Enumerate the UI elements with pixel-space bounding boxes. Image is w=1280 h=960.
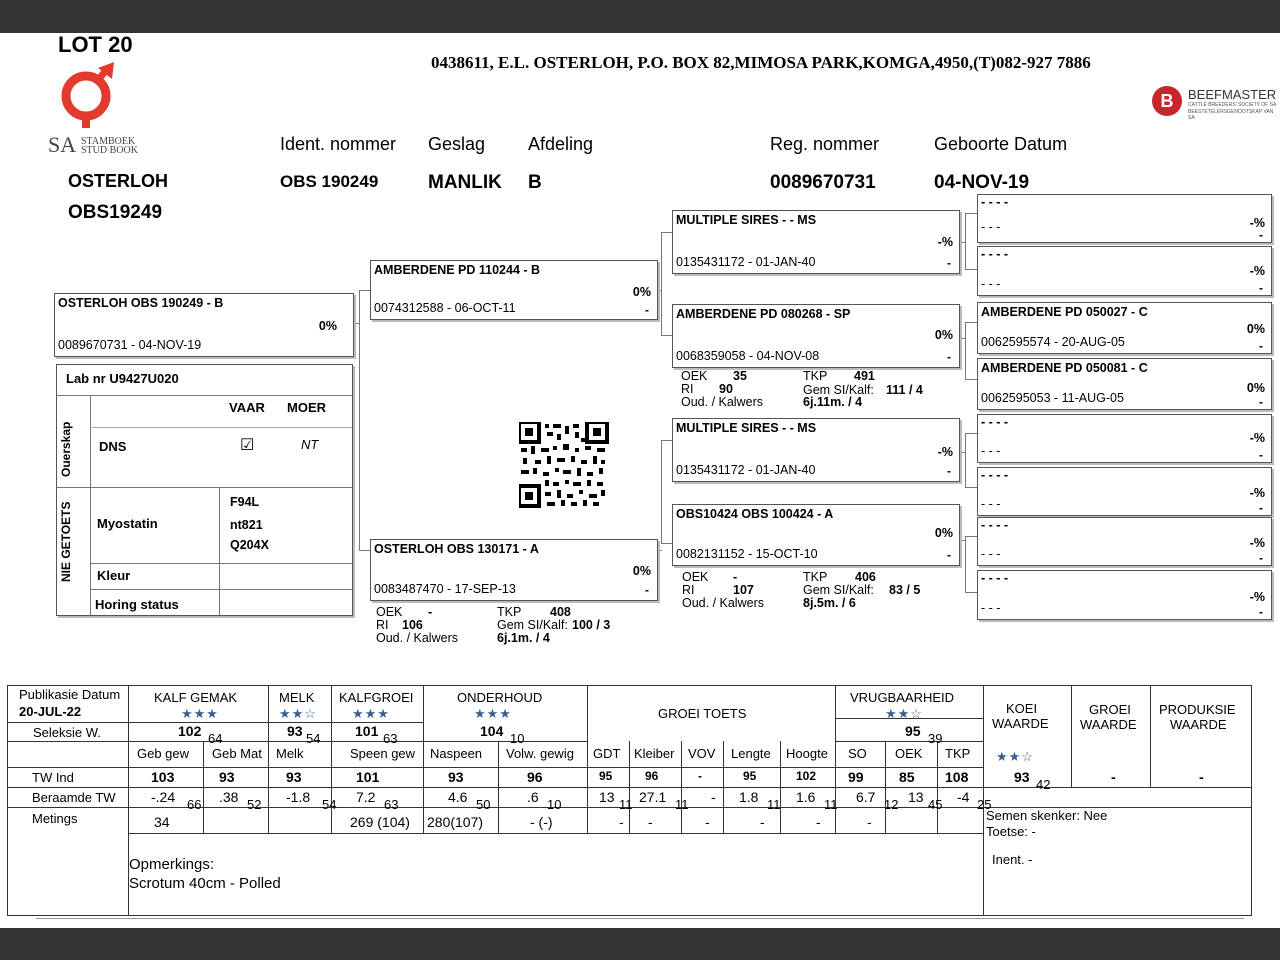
pedigree-sire: AMBERDENE PD 110244 - B 0% - 0074312588 - 06-OCT-11 <box>370 260 658 320</box>
onderhoud-stars: ★★★ <box>474 706 512 721</box>
beraamde-tw-value: -4 <box>957 789 970 805</box>
remarks-text: Scrotum 40cm - Polled <box>129 875 281 892</box>
melk-stars: ★★☆ <box>279 706 317 721</box>
dam-dam-stats: OEK - TKP 406 RI 107 Gem SI/Kalf: 83 / 5 Oud. / Kalwers 8j.5m. / 6 <box>682 570 921 610</box>
beraamde-tw-value: .6 <box>527 789 539 805</box>
beraamde-tw-accuracy: 54 <box>322 797 337 812</box>
pedigree-sire-dam: AMBERDENE PD 080268 - SP 0% - 0068359058 - 04-NOV-08 <box>672 304 960 368</box>
top-bar <box>0 0 1280 33</box>
beraamde-tw-accuracy: 11 <box>619 797 633 812</box>
metings-value: 34 <box>154 814 170 830</box>
beraamde-tw-accuracy: 12 <box>884 797 899 812</box>
beraamde-tw-value: 6.7 <box>856 789 876 805</box>
pedigree-ggp-1: - - - - -% - - - - <box>977 194 1272 243</box>
vrugbaarheid-stars: ★★☆ <box>885 706 923 721</box>
beraamde-tw-accuracy: 52 <box>247 797 262 812</box>
lot-number: LOT 20 <box>58 32 133 57</box>
pedigree-ggp-3: AMBERDENE PD 050027 - C 0% - 0062595574 - 20-AUG-05 <box>977 302 1272 354</box>
ident-label: Ident. nommer <box>280 134 397 154</box>
breeder-info: 0438611, E.L. OSTERLOH, P.O. BOX 82,MIMOSA PARK,KOMGA,4950,(T)082-927 7886 <box>431 53 1091 72</box>
metings-value: - (-) <box>530 814 553 830</box>
beraamde-tw-accuracy: 45 <box>928 797 943 812</box>
sex-value: MANLIK <box>428 172 502 193</box>
koei-stars: ★★☆ <box>996 749 1034 764</box>
beraamde-tw-value: -.24 <box>151 789 176 805</box>
beraamde-tw-value: 1.8 <box>739 789 759 805</box>
reg-value: 0089670731 <box>770 172 876 193</box>
sa-studbook-logo: SA STAMBOEK STUD BOOK <box>48 62 148 157</box>
beraamde-tw-accuracy: 66 <box>187 797 202 812</box>
bottom-bar <box>0 928 1280 960</box>
pedigree-ggp-2: - - - - -% - - - - <box>977 246 1272 296</box>
dob-value: 04-NOV-19 <box>934 172 1030 193</box>
metings-value: 280(107) <box>427 814 484 830</box>
dns-checkbox-icon: ☑ <box>240 437 255 454</box>
metings-value: - <box>760 814 765 830</box>
pedigree-dam: OSTERLOH OBS 130171 - A 0% - 0083487470 - 17-SEP-13 <box>370 539 658 601</box>
division-value: B <box>528 172 542 193</box>
short-id: OBS19249 <box>68 202 163 223</box>
breeding-values-table: Publikasie Datum 20-JUL-22 KALF GEMAK ★★★ MELK ★★☆ KALFGROEI ★★★ ONDERHOUD ★★★ GROEI TOETS VRUGBAARHEID ★★☆ KOEI WAARDE ★★☆ GROEI WAARDE PRODUKSIE WAARDE Seleksie W. 102 64 93 54 101 63 104 10 95 39 Geb gew Geb Mat Melk Speen gew Naspeen Volw. gewig GDT Kleiber VOV Lengte Hoogte SO OEK TKP TW Ind 103 93 93 101 93 96 95 96 - 95 102 99 85 108 93 42 - - Beraamde TW -.24 66 .38 52 -1.8 54 7.2 63 4.6 50 .6 10 13 11 27.1 11 - 1.8 11 1.6 11 6.7 12 13 45 -4 25 Metings 34 269 (104) 280(107) - (-) - - - - - - Semen skenker: Nee Toetse: - Inent. - Opmerkings: Scrotum 40cm - Polled <box>7 685 1252 916</box>
beraamde-tw-value: 7.2 <box>356 789 376 805</box>
kalfgroei-stars: ★★★ <box>352 706 390 721</box>
pedigree-ggp-4: AMBERDENE PD 050081 - C 0% - 0062595053 - 11-AUG-05 <box>977 358 1272 410</box>
pedigree-ggp-7: - - - - -% - - - - <box>977 517 1272 566</box>
nie-getoets-label: NIE GETOETS <box>59 501 73 582</box>
metings-value: - <box>619 814 624 830</box>
beraamde-tw-accuracy: 10 <box>547 797 562 812</box>
pedigree-ggp-6: - - - - -% - - - - <box>977 467 1272 516</box>
beraamde-tw-accuracy: 25 <box>977 797 992 812</box>
metings-value: - <box>705 814 710 830</box>
beraamde-tw-accuracy: 11 <box>767 797 781 812</box>
sire-dam-stats: OEK 35 TKP 491 RI 90 Gem SI/Kalf: 111 / 4 Oud. / Kalwers 6j.11m. / 4 <box>681 369 923 409</box>
kalf-gemak-stars: ★★★ <box>181 706 219 721</box>
ident-value: OBS 190249 <box>280 172 379 191</box>
qr-code-icon <box>519 422 609 508</box>
pedigree-ggp-5: - - - - -% - - - - <box>977 414 1272 463</box>
semen-donor: Semen skenker: Nee <box>986 808 1108 823</box>
beraamde-tw-value: 27.1 <box>639 789 667 805</box>
metings-value: - <box>816 814 821 830</box>
ouerskap-label: Ouerskap <box>59 421 73 477</box>
pedigree-sire-sire: MULTIPLE SIRES - - MS -% - 0135431172 - 01-JAN-40 <box>672 210 960 274</box>
beraamde-tw-value: 4.6 <box>448 789 468 805</box>
pedigree-subject: OSTERLOH OBS 190249 - B 0% 0089670731 - 04-NOV-19 <box>54 293 354 357</box>
beraamde-tw-value: 1.6 <box>796 789 816 805</box>
beraamde-tw-accuracy: 11 <box>824 797 838 812</box>
lab-panel: Lab nr U9427U020 VAAR MOER Ouerskap NIE GETOETS DNS ☑ NT Myostatin F94L nt821 Q204X Kleur Horing status <box>56 364 353 616</box>
owner-name: OSTERLOH <box>68 171 169 191</box>
dob-label: Geboorte Datum <box>934 134 1068 154</box>
dam-stats: OEK - TKP 408 RI 106 Gem SI/Kalf: 100 / 3 Oud. / Kalwers 6j.1m. / 4 <box>376 605 611 645</box>
beraamde-tw-value: .38 <box>219 789 239 805</box>
publication-date: 20-JUL-22 <box>19 704 82 719</box>
metings-value: - <box>867 814 872 830</box>
beraamde-tw-accuracy: 63 <box>384 797 399 812</box>
beefmaster-b-icon: B <box>1152 86 1182 116</box>
metings-value: - <box>648 814 653 830</box>
beraamde-tw-value: -1.8 <box>286 789 311 805</box>
reg-label: Reg. nommer <box>770 134 880 154</box>
pedigree-dam-sire: MULTIPLE SIRES - - MS -% - 0135431172 - 01-JAN-40 <box>672 418 960 482</box>
division-label: Afdeling <box>528 134 594 154</box>
beraamde-tw-value: 13 <box>599 789 615 805</box>
metings-value: 269 (104) <box>350 814 410 830</box>
beraamde-tw-value: - <box>711 789 716 805</box>
beraamde-tw-accuracy: 11 <box>675 797 689 812</box>
pedigree-ggp-8: - - - - -% - - - - <box>977 570 1272 620</box>
beefmaster-logo: B BEEFMASTER CATTLE BREEDERS' SOCIETY OF SA BEESTETELERSGENOOTSKAP VAN SA <box>1152 86 1278 118</box>
beraamde-tw-accuracy: 50 <box>476 797 491 812</box>
sex-label: Geslag <box>428 134 486 154</box>
pedigree-dam-dam: OBS10424 OBS 100424 - A 0% - 0082131152 - 15-OCT-10 <box>672 504 960 566</box>
beraamde-tw-value: 13 <box>908 789 924 805</box>
